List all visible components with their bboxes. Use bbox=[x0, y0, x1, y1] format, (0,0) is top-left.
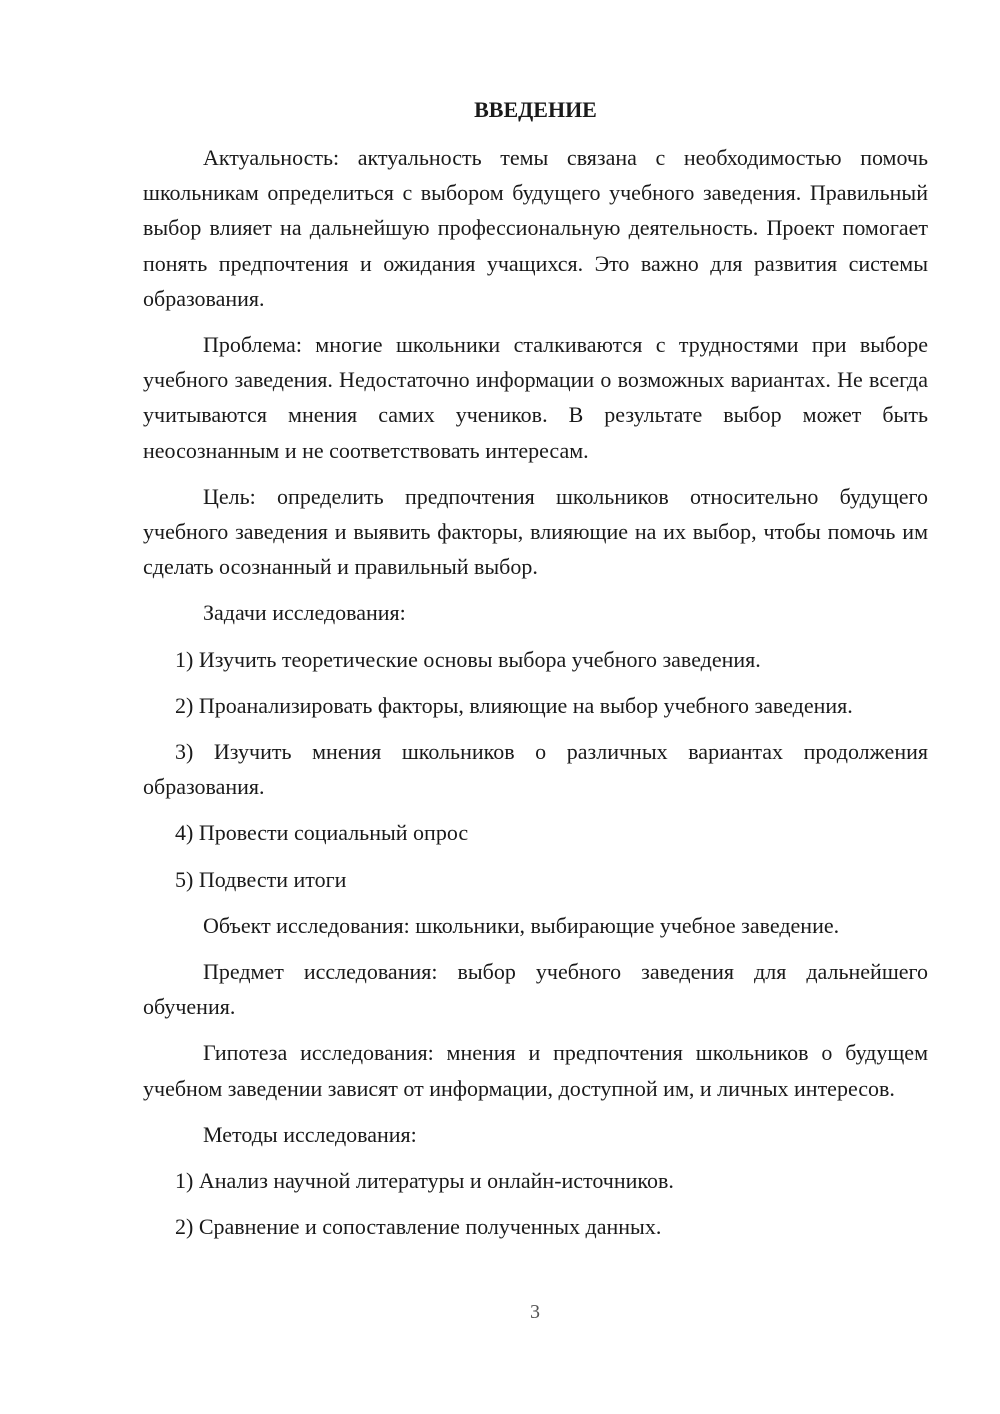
paragraph-relevance: Актуальность: актуальность темы связана с необходимостью помочь школьникам определиться с выбором будущего учебного заведения. Правильный выбор влияет на дальнейшую профессиональную деятельность. Проект помогает понять предпочтения и ожидания учащихся. Это важно для развития системы образования. bbox=[143, 145, 928, 311]
list-item-method-2: 2) Сравнение и сопоставление полученных данных. bbox=[175, 1214, 662, 1240]
paragraph-object: Объект исследования: школьники, выбирающие учебное заведение. bbox=[203, 912, 840, 938]
paragraph-methods-heading: Методы исследования: bbox=[203, 1121, 417, 1147]
list-item-task-1: 1) Изучить теоретические основы выбора учебного заведения. bbox=[175, 646, 761, 672]
paragraph-hypothesis: Гипотеза исследования: мнения и предпочтения школьников о будущем учебном заведении зависят от информации, доступной им, и личных интересов. bbox=[143, 1040, 928, 1101]
paragraph-subject: Предмет исследования: выбор учебного заведения для дальнейшего обучения. bbox=[143, 959, 928, 1020]
list-item-task-2: 2) Проанализировать факторы, влияющие на выбор учебного заведения. bbox=[175, 692, 853, 718]
page-title: ВВЕДЕНИЕ bbox=[474, 97, 597, 122]
list-item-task-4: 4) Провести социальный опрос bbox=[175, 820, 469, 846]
paragraph-problem: Проблема: многие школьники сталкиваются с трудностями при выборе учебного заведения. Недостаточно информации о возможных вариантах. Не всегда учитываются мнения самих учеников. В результате выбор может быть неосознанным и не соответствовать интересам. bbox=[143, 332, 928, 463]
page-number: 3 bbox=[530, 1301, 540, 1323]
paragraph-goal: Цель: определить предпочтения школьников относительно будущего учебного заведения и выявить факторы, влияющие на их выбор, чтобы помочь им сделать осознанный и правильный выбор. bbox=[143, 483, 928, 580]
list-item-task-3: 3) Изучить мнения школьников о различных вариантах продолжения образования. bbox=[143, 739, 928, 800]
paragraph-tasks-heading: Задачи исследования: bbox=[203, 600, 406, 626]
list-item-task-5: 5) Подвести итоги bbox=[175, 866, 347, 892]
document-page bbox=[143, 92, 928, 1244]
list-item-method-1: 1) Анализ научной литературы и онлайн-источников. bbox=[175, 1168, 674, 1194]
